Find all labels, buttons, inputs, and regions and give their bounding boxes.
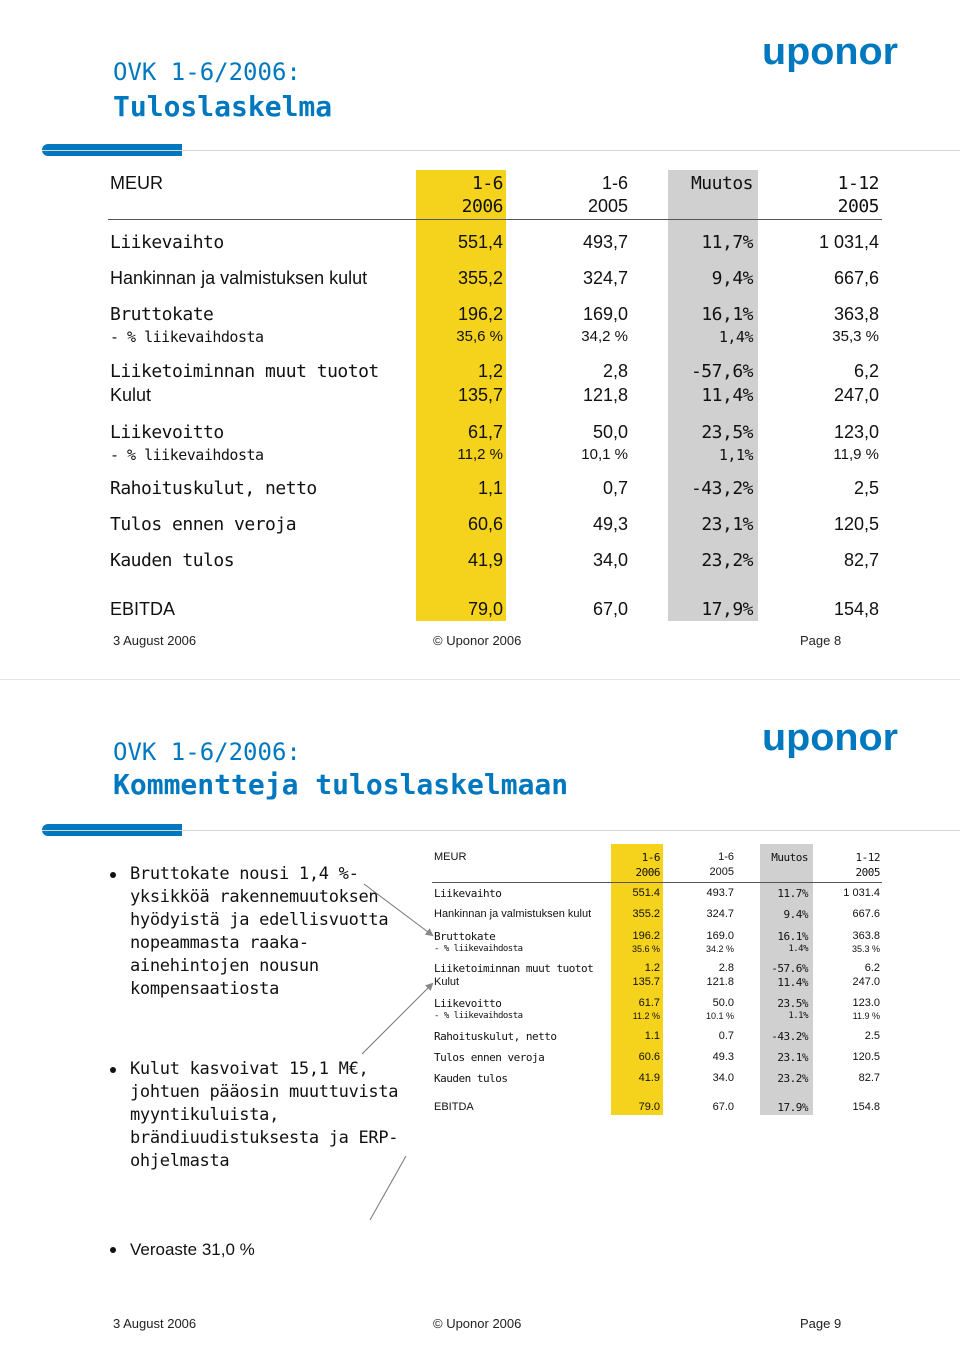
slide-title (113, 58, 332, 123)
row-label: Kulut (110, 385, 152, 405)
arrow-kulut (362, 984, 432, 1054)
cell-value: 49.3 (712, 1051, 734, 1063)
title-line-1: OVK 1-6/2006: (113, 738, 301, 766)
bullet-text: Kulut kasvoivat 15,1 M€, johtuen pääosin muuttuvista myyntikuluista, brändiuudistuksesta ja ERP- ohjelmasta (130, 1059, 399, 1171)
slide-divider (0, 679, 960, 680)
row-label: Liikevaihto (434, 887, 502, 900)
cell-value: 2,8 (602, 361, 628, 381)
cell-value: 1,2 (477, 361, 503, 381)
cell-value: 61.7 (638, 997, 660, 1009)
cell-value: 551.4 (632, 887, 660, 899)
row-label: Hankinnan ja valmistuksen kulut (434, 908, 592, 920)
cell-value: 61,7 (467, 422, 503, 442)
row-label: Kulut (434, 976, 460, 988)
cell-value: 11,4% (701, 385, 753, 406)
cell-value: 11.9 % (852, 1011, 880, 1021)
slide-kommentteja (0, 686, 960, 1367)
column-header: 1-6 (601, 173, 628, 193)
row-label: Liiketoiminnan muut tuotot (110, 361, 379, 382)
cell-value: 23.1% (777, 1051, 808, 1064)
column-header-year: 2005 (709, 866, 734, 878)
cell-value: 34.0 (712, 1072, 734, 1084)
header-label: MEUR (434, 851, 467, 863)
cell-value: 121.8 (706, 976, 734, 988)
uponor-logo (762, 34, 900, 74)
cell-value: 60.6 (638, 1051, 660, 1063)
row-label: - % liikevaihdosta (110, 446, 264, 464)
row-label: Tulos ennen veroja (110, 514, 297, 535)
cell-value: 34,0 (592, 550, 628, 570)
footer-copyright: © Uponor 2006 (433, 1316, 522, 1331)
cell-value: 67.0 (712, 1101, 734, 1113)
cell-value: 247.0 (852, 976, 880, 988)
bullet-text: Veroaste 31,0 % (130, 1240, 255, 1259)
row-label: Rahoituskulut, netto (110, 478, 317, 499)
cell-value: 2.5 (864, 1030, 880, 1042)
footer-page: Page 9 (800, 1316, 842, 1331)
cell-value: 0,7 (602, 478, 628, 498)
column-header: 1-6 (471, 173, 503, 194)
cell-value: 79,0 (467, 599, 503, 619)
cell-value: 1 031.4 (843, 887, 880, 899)
cell-value: 667,6 (833, 268, 879, 288)
column-header-year: 2005 (587, 196, 628, 216)
cell-value: 1.2 (644, 962, 660, 974)
row-label: Hankinnan ja valmistuksen kulut (110, 268, 368, 288)
footer-date: 3 August 2006 (113, 633, 197, 648)
column-header-year: 2006 (635, 866, 660, 879)
row-label: Liikevoitto (110, 422, 224, 443)
cell-value: 120.5 (852, 1051, 880, 1063)
cell-value: 35.3 % (851, 944, 880, 954)
cell-value: 196.2 (632, 930, 660, 942)
header-label: MEUR (110, 173, 163, 193)
row-label: Rahoituskulut, netto (434, 1030, 557, 1043)
cell-value: 667.6 (852, 908, 880, 920)
cell-value: 23.2% (777, 1072, 808, 1085)
cell-value: 11,9 % (833, 446, 879, 463)
cell-value: 135,7 (457, 385, 503, 405)
cell-value: 50,0 (592, 422, 628, 442)
footer-date: 3 August 2006 (113, 1316, 197, 1331)
title-line-2: Tuloslaskelma (113, 90, 333, 123)
cell-value: 121,8 (582, 385, 628, 405)
cell-value: 49,3 (592, 514, 628, 534)
cell-value: 34.2 % (705, 944, 734, 954)
footer-page: Page 8 (800, 633, 842, 648)
cell-value: 82.7 (858, 1072, 880, 1084)
cell-value: 60,6 (467, 514, 503, 534)
cell-value: 23,1% (701, 514, 753, 535)
cell-value: 1,1 (477, 478, 503, 498)
cell-value: 82,7 (843, 550, 879, 570)
cell-value: 2.8 (718, 962, 734, 974)
arrow-bruttokate (364, 884, 432, 935)
cell-value: 23.5% (777, 997, 808, 1010)
cell-value: 154,8 (833, 599, 879, 619)
row-label: Kauden tulos (110, 550, 235, 571)
cell-value: 169.0 (706, 930, 734, 942)
row-label: Kauden tulos (434, 1072, 508, 1085)
title-line-1: OVK 1-6/2006: (113, 58, 301, 86)
cell-value: 34,2 % (581, 328, 628, 345)
cell-value: 17,9% (701, 599, 753, 620)
cell-value: 1 031,4 (818, 232, 879, 252)
cell-value: 10.1 % (705, 1011, 734, 1021)
cell-value: 41.9 (638, 1072, 660, 1084)
column-header-year: 2005 (855, 866, 880, 879)
column-header: 1-6 (718, 851, 734, 863)
footer-copyright: © Uponor 2006 (433, 633, 522, 648)
cell-value: 16.1% (777, 930, 808, 943)
cell-value: 11.4% (777, 976, 808, 989)
cell-value: 1.1 (644, 1030, 660, 1042)
cell-value: 135.7 (632, 976, 660, 988)
cell-value: 2,5 (853, 478, 879, 498)
column-header-year: 2006 (461, 196, 503, 217)
row-label: - % liikevaihdosta (434, 944, 523, 954)
accent-line (42, 150, 960, 151)
cell-value: 551,4 (457, 232, 503, 252)
cell-value: 493.7 (706, 887, 734, 899)
callout-arrows (0, 686, 960, 1367)
cell-value: 35,6 % (456, 328, 503, 345)
cell-value: -57,6% (690, 361, 753, 382)
cell-value: 493,7 (582, 232, 628, 252)
column-header: 1-6 (641, 851, 660, 864)
cell-value: -57.6% (771, 962, 808, 975)
cell-value: 41,9 (467, 550, 503, 570)
cell-value: 50.0 (712, 997, 734, 1009)
cell-value: 0.7 (718, 1030, 734, 1042)
cell-value: 1,4% (718, 328, 753, 346)
cell-value: 67,0 (592, 599, 628, 619)
row-label: Liikevoitto (434, 997, 502, 1010)
cell-value: 355,2 (457, 268, 503, 288)
cell-value: 123.0 (852, 997, 880, 1009)
cell-value: 1.1% (788, 1011, 808, 1021)
cell-value: 11.7% (777, 887, 808, 900)
cell-value: 9.4% (783, 908, 808, 921)
cell-value: 363,8 (833, 304, 879, 324)
cell-value: 79.0 (638, 1101, 660, 1113)
cell-value: 11.2 % (632, 1011, 660, 1021)
cell-value: 23,5% (701, 422, 753, 443)
column-header: Muutos (690, 173, 753, 194)
row-label: - % liikevaihdosta (110, 328, 264, 346)
cell-value: -43.2% (771, 1030, 808, 1043)
cell-value: 23,2% (701, 550, 753, 571)
cell-value: 154.8 (852, 1101, 880, 1113)
title-line-2: Kommentteja tuloslaskelmaan (113, 768, 569, 801)
cell-value: 6.2 (864, 962, 880, 974)
column-header: 1-12 (837, 173, 879, 194)
cell-value: 355.2 (632, 908, 660, 920)
column-header: 1-12 (855, 851, 880, 864)
cell-value: 196,2 (457, 304, 503, 324)
cell-value: 35,3 % (832, 328, 879, 345)
cell-value: 324.7 (706, 908, 734, 920)
cell-value: 9,4% (711, 268, 753, 289)
row-label: Tulos ennen veroja (434, 1051, 545, 1064)
cell-value: 169,0 (582, 304, 628, 324)
arrow-kulut-line (370, 1156, 406, 1220)
cell-value: 363.8 (852, 930, 880, 942)
row-label: EBITDA (110, 599, 176, 619)
cell-value: 1,1% (718, 446, 753, 464)
row-label: EBITDA (434, 1101, 474, 1113)
cell-value: 247,0 (833, 385, 879, 405)
cell-value: 1.4% (788, 944, 808, 954)
cell-value: 120,5 (833, 514, 879, 534)
cell-value: 324,7 (582, 268, 628, 288)
row-label: Bruttokate (110, 304, 214, 325)
header-rule (432, 882, 882, 883)
header-rule (108, 219, 882, 220)
cell-value: -43,2% (690, 478, 753, 499)
row-label: Bruttokate (434, 930, 496, 943)
cell-value: 11,7% (701, 232, 753, 253)
column-header: Muutos (771, 851, 808, 864)
svg-text:uponor: uponor (762, 720, 899, 759)
cell-value: 123,0 (833, 422, 879, 442)
cell-value: 17.9% (777, 1101, 808, 1114)
row-label: Liiketoiminnan muut tuotot (434, 962, 594, 975)
bullet-text: Bruttokate nousi 1,4 %- yksikköä rakennemuutoksen hyödyistä ja edellisvuotta nopeammasta raaka- ainehintojen nousun kompensaatiosta (130, 864, 389, 999)
cell-value: 35.6 % (631, 944, 660, 954)
row-label: - % liikevaihdosta (434, 1011, 523, 1021)
cell-value: 6,2 (853, 361, 879, 381)
slide-tuloslaskelma (0, 0, 960, 672)
cell-value: 16,1% (701, 304, 753, 325)
cell-value: 11,2 % (457, 446, 503, 463)
row-label: Liikevaihto (110, 232, 224, 253)
cell-value: 10,1 % (581, 446, 628, 463)
svg-text:uponor: uponor (762, 34, 899, 73)
column-header-year: 2005 (837, 196, 879, 217)
